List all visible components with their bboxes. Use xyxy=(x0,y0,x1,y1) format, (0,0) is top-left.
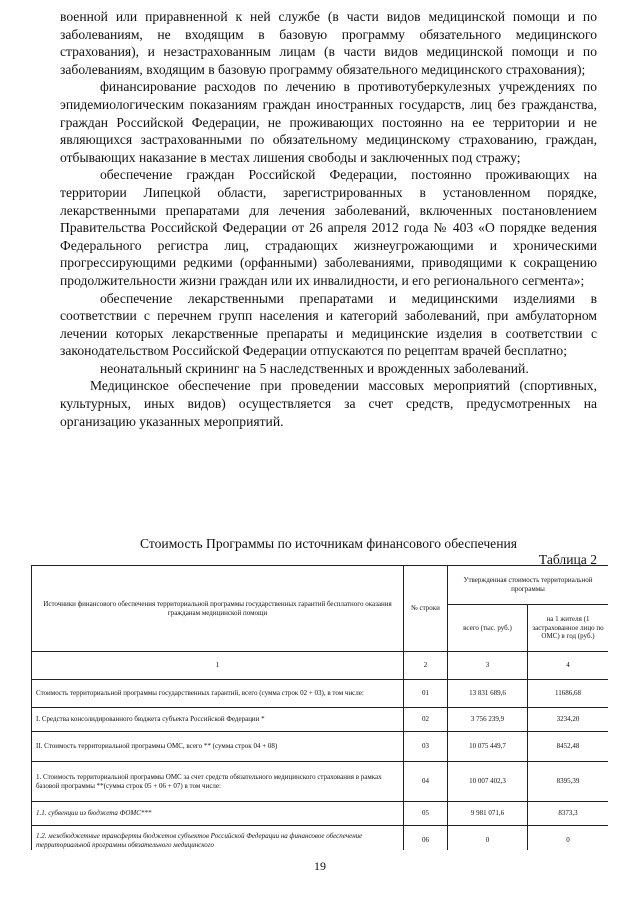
table-row xyxy=(32,732,609,762)
paragraph-mass-events: Медицинское обеспечение при проведении массовых мероприятий (спортивных, культурных, иных видов) осуществляется за счет средств, предусмотренных на организацию указанных мероприятий. xyxy=(60,378,597,429)
paragraph-tuberculosis-financing: финансирование расходов по лечению в противотуберкулезных учреждениях по эпидемиологическим показаниям граждан иностранных государств, лиц без гражданства, граждан Российской Федерации, не проживающих постоянно на ее территории и не являющихся застрахованными по обязательному медицинскому страхованию, граждан, отбывающих наказание в местах лишения свободы и заключенных под стражу; xyxy=(60,79,597,165)
table-row xyxy=(32,762,609,802)
row-name: 1.1. субвенции из бюджета ФОМС*** xyxy=(32,802,404,826)
table-header-row xyxy=(32,566,609,605)
paragraph-orphan-drugs: обеспечение граждан Российской Федерации, постоянно проживающих на территории Липецкой области, зарегистрированных в установленном порядке, лекарственными препаратами для лечения заболеваний, включенных постановлением Правительства Российской Федерации от 26 апреля 2012 года № 403 «О порядке ведения Федерального регистра лиц, страдающих жизнеугрожающими и хроническими прогрессирующими редкими (орфанными) заболеваниями, приводящими к сокращению продолжительности жизни граждан или их инвалидности, и его регионального сегмента»; xyxy=(60,167,597,288)
table-caption: Стоимость Программы по источникам финансового обеспечения xyxy=(139,536,518,551)
row-name: I. Средства консолидированного бюджета субъекта Российской Федерации * xyxy=(32,708,404,732)
header-approved-cost: Утвержденная стоимость территориальной программы xyxy=(448,566,609,605)
row-per-resident: 8373,3 xyxy=(528,802,609,826)
header-per-resident: на 1 жителя (1 застрахованное лицо по ОМС) в год (руб.) xyxy=(528,605,609,652)
row-no: 01 xyxy=(404,680,448,708)
header-row-no: № строки xyxy=(404,566,448,652)
row-total: 10 007 402,3 xyxy=(448,762,528,802)
page-number: 19 xyxy=(314,859,326,873)
col-number-3: 3 xyxy=(448,652,528,680)
col-number-1: 1 xyxy=(32,652,404,680)
row-per-resident: 8452,48 xyxy=(528,732,609,762)
table-frame xyxy=(31,565,608,850)
row-name: 1.2. межбюджетные трансферты бюджетов субъектов Российской Федерации на финансовое обеспечение территориальной программы обязательного медицинского xyxy=(32,826,404,851)
row-name: 1. Стоимость территориальной программы ОМС за счет средств обязательного медицинского страхования в рамках базовой программы **(сумма строк 05 + 06 + 07) в том числе: xyxy=(32,762,404,802)
row-no: 02 xyxy=(404,708,448,732)
cost-table xyxy=(31,565,608,850)
row-total: 0 xyxy=(448,826,528,851)
row-per-resident: 0 xyxy=(528,826,609,851)
paragraph-neonatal-screening: неонатальный скрининг на 5 наследственных и врожденных заболеваний. xyxy=(100,360,529,376)
paragraph-military-service: военной или приравненной к ней службе (в части видов медицинской помощи и по заболеваниям, не входящим в базовую программу обязательного медицинского страхования), и незастрахованным лицам (в части видов медицинской помощи и по заболеваниям, входящим в базовую программу обязательного медицинского страхования); xyxy=(60,9,597,77)
table-row xyxy=(32,802,609,826)
col-number-4: 4 xyxy=(528,652,609,680)
row-total: 10 075 449,7 xyxy=(448,732,528,762)
row-name: Стоимость территориальной программы государственных гарантий, всего (сумма строк 02 + 03), в том числе: xyxy=(32,680,404,708)
table-number: Таблица 2 xyxy=(538,552,597,567)
row-no: 03 xyxy=(404,732,448,762)
header-sources: Источники финансового обеспечения территориальной программы государственных гарантий бесплатного оказания гражданам медицинской помощи xyxy=(32,566,404,652)
row-no: 04 xyxy=(404,762,448,802)
row-no: 06 xyxy=(404,826,448,851)
row-name: II. Стоимость территориальной программы ОМС, всего ** (сумма строк 04 + 08) xyxy=(32,732,404,762)
table-row xyxy=(32,826,609,851)
table-col-numbers-row xyxy=(32,652,609,680)
row-no: 05 xyxy=(404,802,448,826)
table-row xyxy=(32,708,609,732)
row-total: 3 756 239,9 xyxy=(448,708,528,732)
body-text xyxy=(60,8,597,430)
table-row xyxy=(32,680,609,708)
row-total: 9 981 071,6 xyxy=(448,802,528,826)
header-total: всего (тыс. руб.) xyxy=(448,605,528,652)
row-total: 13 831 689,6 xyxy=(448,680,528,708)
row-per-resident: 8395,39 xyxy=(528,762,609,802)
paragraph-ambulatory-drugs: обеспечение лекарственными препаратами и медицинскими изделиями в соответствии с перечнем групп населения и категорий заболеваний, при амбулаторном лечении которых лекарственные препараты и медицинские изделия в соответствии с законодательством Российской Федерации отпускаются по рецептам врачей бесплатно; xyxy=(60,290,597,359)
row-per-resident: 11686,68 xyxy=(528,680,609,708)
row-per-resident: 3234,20 xyxy=(528,708,609,732)
col-number-2: 2 xyxy=(404,652,448,680)
